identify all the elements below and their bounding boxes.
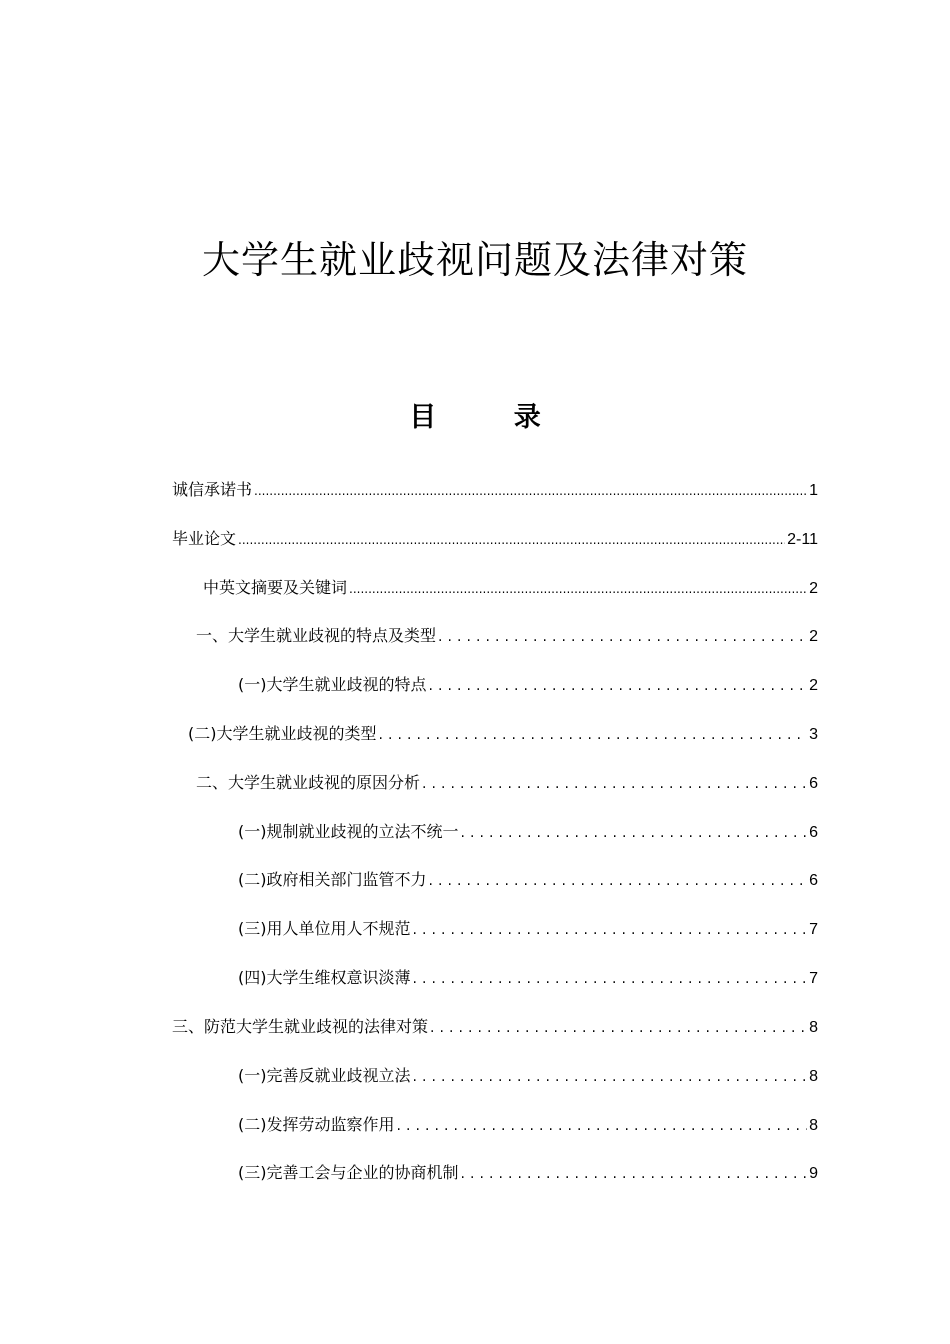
document-title: 大学生就业歧视问题及法律对策 [201, 238, 748, 282]
toc-entry-page: 9 [809, 1165, 818, 1182]
toc-entry-abstract-keywords[interactable] [203, 574, 818, 602]
toc-leader-dots [429, 671, 808, 700]
toc-leader-dots [238, 525, 785, 554]
toc-leader-dots [429, 866, 808, 895]
toc-entry-label: 二、大学生就业歧视的原因分析 [196, 773, 421, 792]
toc-entry-section-2-4[interactable] [238, 964, 818, 992]
toc-entry-label: (一)大学生就业歧视的特点 [238, 675, 427, 694]
toc-heading: 目 录 [409, 402, 575, 433]
toc-entry-label: (一)规制就业歧视的立法不统一 [238, 822, 459, 841]
toc-entry-label: (二)政府相关部门监管不力 [238, 870, 427, 889]
toc-entry-section-2-1[interactable] [238, 818, 818, 846]
toc-entry-label: (二)大学生就业歧视的类型 [188, 724, 377, 743]
toc-leader-dots [397, 1111, 808, 1140]
toc-leader-dots [349, 574, 807, 603]
toc-entry-page: 2 [809, 677, 818, 694]
toc-entry-section-2-2[interactable] [238, 866, 818, 894]
toc-entry-thesis[interactable] [172, 525, 818, 553]
toc-entry-page: 2-11 [787, 531, 818, 548]
toc-entry-label: 三、防范大学生就业歧视的法律对策 [172, 1017, 429, 1036]
toc-entry-page: 3 [809, 726, 818, 743]
toc-entry-page: 8 [809, 1068, 818, 1085]
toc-entry-section-3-1[interactable] [238, 1062, 818, 1090]
toc-entry-label: (四)大学生维权意识淡薄 [238, 968, 411, 987]
toc-leader-dots [461, 1159, 808, 1188]
toc-entry-page: 6 [809, 824, 818, 841]
toc-entry-page: 8 [809, 1117, 818, 1134]
toc-entry-section-3-2[interactable] [238, 1111, 818, 1139]
toc-entry-label: (一)完善反就业歧视立法 [238, 1066, 411, 1085]
toc-entry-section-3[interactable] [172, 1013, 818, 1041]
toc-entry-label: 一、大学生就业歧视的特点及类型 [196, 626, 437, 645]
toc-leader-dots [254, 476, 807, 505]
toc-entry-page: 7 [809, 970, 818, 987]
toc-leader-dots [413, 964, 808, 993]
toc-entry-page: 7 [809, 921, 818, 938]
toc-leader-dots [438, 622, 807, 651]
toc-leader-dots [422, 769, 807, 798]
toc-leader-dots [413, 1062, 808, 1091]
toc-leader-dots [379, 720, 808, 749]
toc-entry-page: 2 [809, 628, 818, 645]
toc-entry-label: (三)用人单位用人不规范 [238, 919, 411, 938]
toc-entry-page: 2 [809, 580, 818, 597]
toc-entry-label: 中英文摘要及关键词 [203, 578, 348, 597]
toc-entry-label: (三)完善工会与企业的协商机制 [238, 1163, 459, 1182]
toc-entry-section-2-3[interactable] [238, 915, 818, 943]
toc-entry-label: (二)发挥劳动监察作用 [238, 1115, 395, 1134]
toc-entry-section-3-3[interactable] [238, 1159, 818, 1187]
toc-entry-section-2[interactable] [196, 769, 818, 797]
toc-entry-label: 毕业论文 [172, 529, 237, 548]
toc-leader-dots [430, 1013, 807, 1042]
toc-leader-dots [461, 818, 808, 847]
toc-entry-page: 1 [809, 482, 818, 499]
toc-entry-label: 诚信承诺书 [172, 480, 253, 499]
toc-entry-page: 6 [809, 775, 818, 792]
toc-entry-integrity-pledge[interactable] [172, 476, 818, 504]
toc-entry-section-1-2[interactable] [188, 720, 818, 748]
toc-entry-page: 6 [809, 872, 818, 889]
toc-entry-section-1-1[interactable] [238, 671, 818, 699]
toc-entry-section-1[interactable] [196, 622, 818, 650]
toc-leader-dots [413, 915, 808, 944]
toc-entry-page: 8 [809, 1019, 818, 1036]
